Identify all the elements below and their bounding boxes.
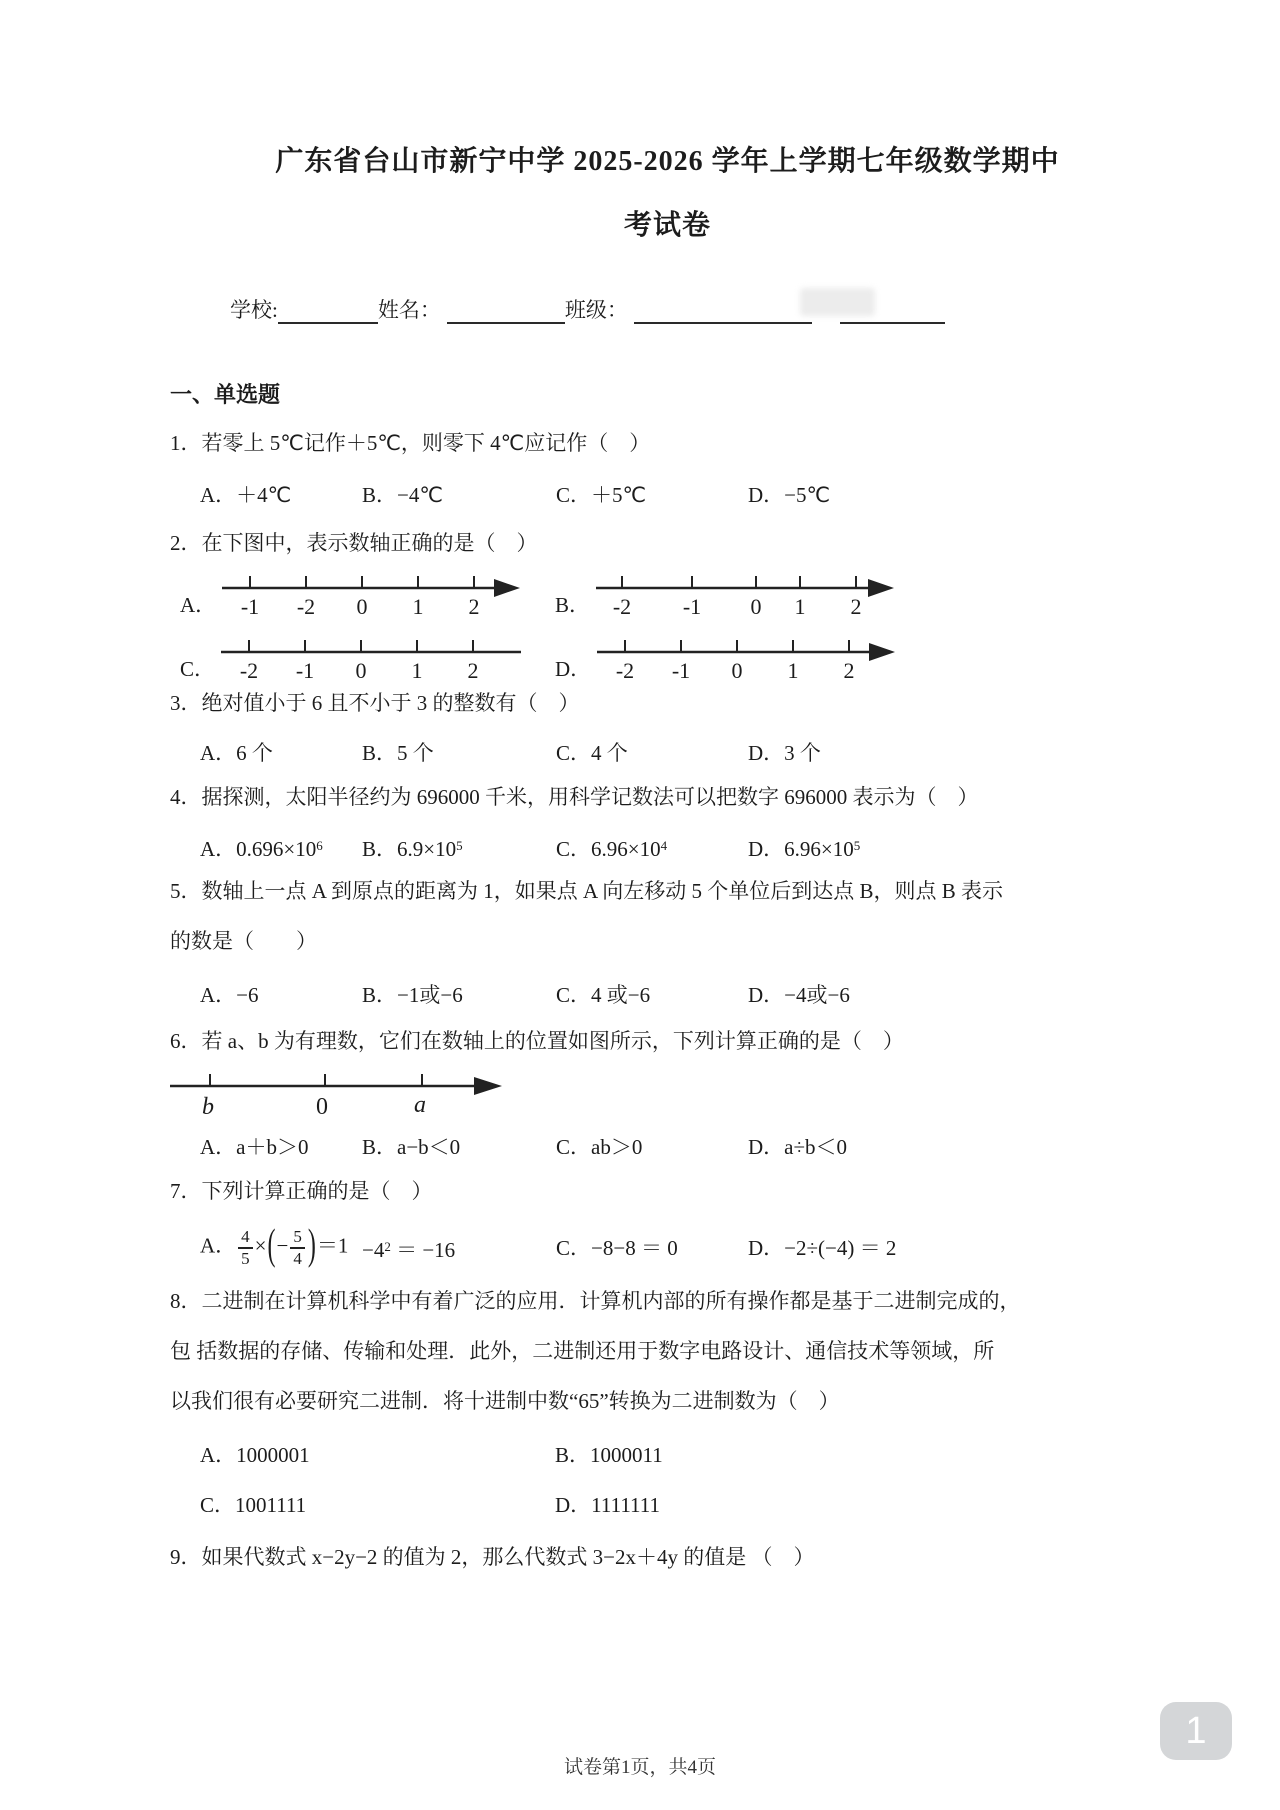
option: B．−4℃ xyxy=(362,483,443,507)
school-blank xyxy=(278,300,378,324)
paper-title-line1: 广东省台山市新宁中学 2025-2026 学年上学期七年级数学期中 xyxy=(275,146,1060,177)
svg-text:-2: -2 xyxy=(616,658,635,683)
svg-text:2: 2 xyxy=(467,658,479,683)
numberline-c-figure xyxy=(219,630,529,686)
option: C．−8−8 ＝ 0 xyxy=(556,1236,678,1260)
page-number-badge: 1 xyxy=(1160,1702,1232,1760)
option: B．5 个 xyxy=(362,741,434,765)
question-2-numberlines-row1 xyxy=(170,564,1165,622)
svg-text:2: 2 xyxy=(843,658,855,683)
question-8-options-row2 xyxy=(170,1490,1165,1520)
numberline-b-figure xyxy=(594,566,904,622)
question-4-stem: 4．据探测，太阳半径约为 696000 千米，用科学记数法可以把数字 696000 表示为（ ） xyxy=(170,785,979,809)
option: D．−2÷(−4) ＝ 2 xyxy=(748,1236,897,1260)
svg-text:b: b xyxy=(202,1094,214,1120)
svg-text:-1: -1 xyxy=(682,594,702,619)
question-8-options-row1 xyxy=(170,1440,1165,1470)
option: C．$6.96\times 10^4$ xyxy=(556,836,668,861)
question-9-stem: 9．如果代数式 x−2y−2 的值为 2，那么代数式 3−2x＋4y 的值是 （ ） xyxy=(170,1545,815,1569)
name-label: 姓名： xyxy=(377,298,441,322)
option: D．−5℃ xyxy=(748,483,831,507)
question-1-stem: 1．若零上 5℃记作＋5℃，则零下 4℃应记作（ ） xyxy=(170,431,651,455)
svg-text:-2: -2 xyxy=(297,594,316,619)
svg-text:0: 0 xyxy=(731,658,743,683)
numberline-d-figure xyxy=(595,630,905,686)
school-label: 学校: xyxy=(230,298,278,322)
svg-text:2: 2 xyxy=(468,594,480,619)
option-letter: C． xyxy=(180,657,216,681)
option: B．1000011 xyxy=(555,1443,663,1467)
option: A．6 个 xyxy=(200,741,273,765)
svg-text:a: a xyxy=(414,1092,426,1118)
option: D．3 个 xyxy=(748,741,821,765)
student-info-line xyxy=(230,294,1165,324)
numberline-option-a xyxy=(180,566,555,622)
question-3-options xyxy=(170,738,1165,768)
option: C．4 个 xyxy=(556,741,628,765)
question-8-stem-line1: 8．二进制在计算机科学中有着广泛的应用．计算机内部的所有操作都是基于二进制完成的， xyxy=(170,1289,1021,1313)
option: A．−6 xyxy=(200,983,259,1007)
option: A． $\frac{4}{5}$ ×(− $\frac{5}{4}$ )＝1 xyxy=(200,1222,349,1270)
svg-text:0: 0 xyxy=(316,1094,328,1120)
question-5-stem-line1: 5．数轴上一点 A 到原点的距离为 1，如果点 A 向左移动 5 个单位后到达点 B，则点 B 表示 xyxy=(170,879,1004,903)
question-4-options xyxy=(170,832,1165,862)
option: $-4^2 = -16$ xyxy=(362,1237,456,1262)
option: D．$6.96\times 10^5$ xyxy=(748,836,861,861)
option: D．−4或−6 xyxy=(748,983,850,1007)
svg-text:-1: -1 xyxy=(241,594,260,619)
page-footer: 试卷第1页，共4页 xyxy=(563,1757,716,1778)
svg-text:0: 0 xyxy=(750,594,762,619)
svg-text:0: 0 xyxy=(356,594,368,619)
question-7-stem: 7．下列计算正确的是（ ） xyxy=(170,1179,433,1203)
option-letter: D． xyxy=(555,657,592,681)
option: D．1111111 xyxy=(555,1493,660,1517)
paper-title-line2: 考试卷 xyxy=(623,210,711,241)
question-5-options xyxy=(170,980,1165,1010)
svg-text:0: 0 xyxy=(355,658,367,683)
svg-text:1: 1 xyxy=(794,594,806,619)
option: B．a−b＜0 xyxy=(362,1135,461,1159)
option: C．＋5℃ xyxy=(556,483,647,507)
option: B．$6.9\times 10^5$ xyxy=(362,836,463,861)
option: B．−1或−6 xyxy=(362,983,463,1007)
question-6-stem: 6．若 a、b 为有理数，它们在数轴上的位置如图所示，下列计算正确的是（ ） xyxy=(170,1029,904,1053)
numberline-option-c xyxy=(180,630,555,686)
svg-text:-1: -1 xyxy=(672,658,691,683)
option: A．1000001 xyxy=(200,1443,310,1467)
option: A．$0.696\times 10^6$ xyxy=(200,836,323,861)
option: C．4 或−6 xyxy=(556,983,651,1007)
ab-numberline-figure xyxy=(170,1064,510,1120)
option-letter: B． xyxy=(555,593,591,617)
question-2-numberlines-row2 xyxy=(170,628,1165,686)
question-5-stem-line2: 的数是（ ） xyxy=(170,929,317,953)
question-8-stem-line2: 包 括数据的存储、传输和处理．此外，二进制还用于数字电路设计、通信技术等领域，所 xyxy=(170,1339,995,1363)
question-7-options xyxy=(170,1216,1165,1280)
svg-text:2: 2 xyxy=(850,594,862,619)
watermark-smudge xyxy=(800,288,875,316)
svg-text:-2: -2 xyxy=(612,594,632,619)
svg-text:-1: -1 xyxy=(295,658,315,683)
option: A．a＋b＞0 xyxy=(200,1135,309,1159)
svg-text:1: 1 xyxy=(411,658,423,683)
class-blank xyxy=(634,300,812,324)
option: D．a÷b＜0 xyxy=(748,1135,848,1159)
numberline-option-b xyxy=(555,566,904,622)
option: A．＋4℃ xyxy=(200,483,292,507)
name-blank xyxy=(447,300,565,324)
option: C．ab＞0 xyxy=(556,1135,643,1159)
svg-text:-2: -2 xyxy=(239,658,259,683)
question-6-figure xyxy=(170,1064,1165,1120)
question-2-stem: 2．在下图中，表示数轴正确的是（ ） xyxy=(170,531,538,555)
option-letter: A． xyxy=(180,593,217,617)
option: C．1001111 xyxy=(200,1493,307,1517)
numberline-option-d xyxy=(555,630,905,686)
question-6-options xyxy=(170,1132,1165,1162)
question-8-stem-line3: 以我们很有必要研究二进制．将十进制中数“65”转换为二进制数为（ ） xyxy=(170,1389,840,1413)
section-heading: 一、单选题 xyxy=(170,382,281,407)
question-3-stem: 3．绝对值小于 6 且不小于 3 的整数有（ ） xyxy=(170,691,580,715)
svg-text:1: 1 xyxy=(412,594,424,619)
numberline-a-figure xyxy=(220,566,530,622)
class-label: 班级： xyxy=(564,298,628,322)
svg-text:1: 1 xyxy=(787,658,799,683)
question-1-options xyxy=(170,480,1165,510)
